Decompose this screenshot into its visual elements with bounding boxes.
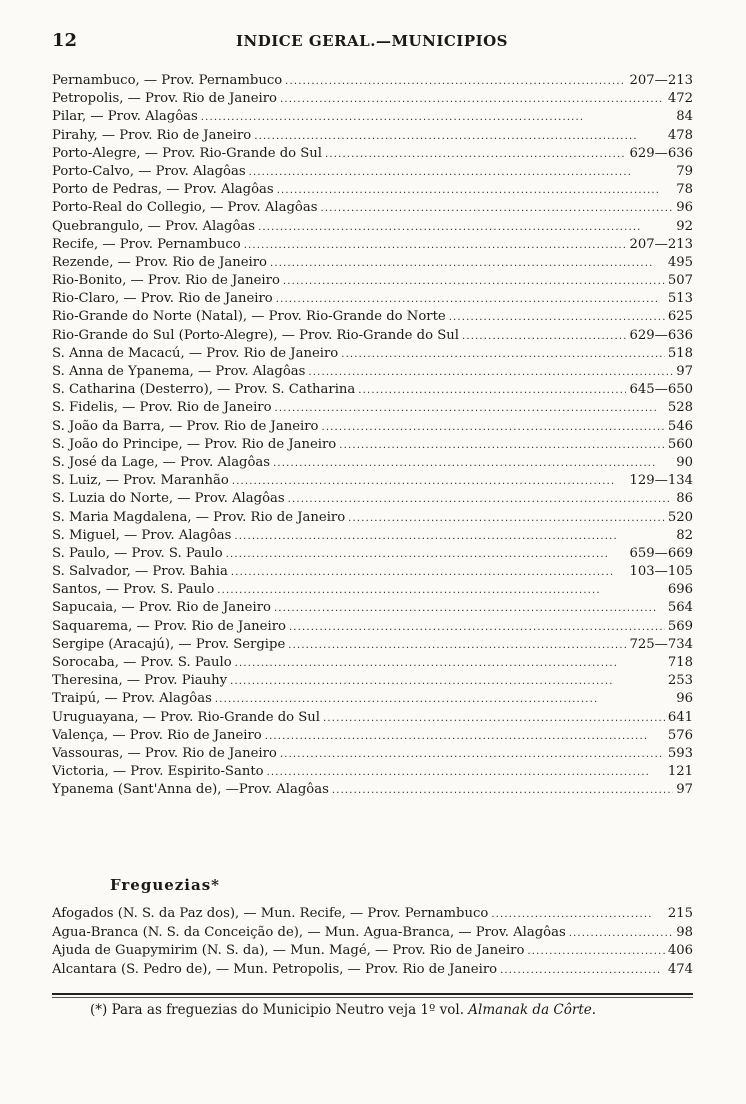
index-entry (52, 727, 693, 745)
entry-name: Pilar, — Prov. Alagôas (52, 109, 198, 125)
running-title: INDICE GERAL.—MUNICIPIOS (235, 32, 509, 50)
entry-page: 725—734 (629, 636, 693, 652)
index-entry (52, 961, 693, 980)
entry-page: 478 (667, 127, 693, 143)
entry-page: 84 (676, 109, 693, 125)
leader-dots (275, 399, 665, 417)
index-entry (52, 924, 693, 943)
entry-page: 629—636 (629, 145, 693, 161)
entry-name: Rio-Bonito, — Prov. Rio de Janeiro (52, 273, 280, 289)
entry-name: Recife, — Prov. Pernambuco (52, 236, 241, 252)
index-entry (52, 599, 693, 617)
freguezias-list (52, 905, 693, 979)
leader-dots (321, 199, 674, 217)
entry-name: S. Paulo, — Prov. S. Paulo (52, 545, 223, 561)
leader-dots (285, 72, 626, 90)
entry-name: Porto-Real do Collegio, — Prov. Alagôas (52, 200, 318, 216)
index-entry (52, 745, 693, 763)
entry-name: Porto-Calvo, — Prov. Alagôas (52, 163, 246, 179)
index-entry (52, 363, 693, 381)
entry-name: Agua-Branca (N. S. da Conceição de), — Mun. Agua-Branca, — Prov. Alagôas (52, 924, 566, 940)
entry-page: 78 (676, 182, 693, 198)
index-entry (52, 472, 693, 490)
index-entry (52, 763, 693, 781)
entry-page: 82 (676, 527, 693, 543)
entry-name: Petropolis, — Prov. Rio de Janeiro (52, 91, 277, 107)
entry-page: 90 (676, 454, 693, 470)
entry-name: Rio-Grande do Norte (Natal), — Prov. Rio-Grande do Norte (52, 309, 446, 325)
leader-dots (280, 745, 665, 763)
entry-name: Theresina, — Prov. Piauhy (52, 673, 228, 689)
freguezias-heading: Freguezias* (110, 876, 220, 894)
entry-name: S. Catharina (Desterro), — Prov. S. Catharina (52, 382, 356, 398)
footnote (90, 1002, 596, 1018)
entry-name: Sorocaba, — Prov. S. Paulo (52, 655, 232, 670)
leader-dots (308, 363, 673, 381)
index-entry (52, 905, 693, 924)
page-number: 12 (52, 30, 78, 51)
entry-page: 546 (667, 418, 693, 434)
index-entry (52, 181, 693, 199)
leader-dots (491, 905, 665, 924)
entry-name: S. Luiz, — Prov. Maranhão (52, 473, 229, 489)
index-entry (52, 527, 693, 545)
entry-name: S. Fidelis, — Prov. Rio de Janeiro (52, 400, 272, 416)
index-entry (52, 545, 693, 563)
entry-page: 718 (667, 655, 693, 670)
entry-page: 569 (667, 618, 693, 634)
index-entry (52, 509, 693, 527)
index-entry (52, 618, 693, 636)
entry-name: Quebrangulo, — Prov. Alagôas (52, 218, 256, 234)
entry-page: 495 (667, 254, 693, 270)
entry-name: S. Salvador, — Prov. Bahia (52, 564, 228, 580)
entry-page: 86 (676, 491, 693, 507)
entry-page: 696 (667, 582, 693, 598)
entry-name: Porto-Alegre, — Prov. Rio-Grande do Sul (52, 145, 323, 161)
entry-name: Sergipe (Aracajú), — Prov. Sergipe (52, 636, 286, 652)
footnote-rule-thin (52, 997, 693, 998)
entry-name: Victoria, — Prov. Espirito-Santo (52, 764, 264, 780)
index-entry (52, 709, 693, 727)
index-entry (52, 236, 693, 254)
index-entry (52, 654, 693, 672)
entry-name: Rio-Claro, — Prov. Rio de Janeiro (52, 291, 273, 307)
entry-page: 96 (676, 200, 693, 216)
leader-dots (201, 108, 673, 126)
index-entry (52, 199, 693, 217)
leader-dots (323, 709, 665, 727)
entry-page: 520 (667, 509, 693, 525)
entry-name: Uruguayana, — Prov. Rio-Grande do Sul (52, 709, 321, 725)
leader-dots (273, 454, 673, 472)
entry-page: 79 (676, 163, 693, 179)
entry-name: Rezende, — Prov. Rio de Janeiro (52, 254, 267, 270)
index-entry (52, 308, 693, 326)
entry-name: Ajuda de Guapymirim (N. S. da), — Mun. Magé, — Prov. Rio de Janeiro (52, 943, 525, 958)
leader-dots (217, 581, 665, 599)
leader-dots (265, 727, 665, 745)
index-entry (52, 399, 693, 417)
footnote-text: (*) Para as freguezias do Municipio Neutro veja 1º vol. (90, 1002, 464, 1018)
entry-page: 472 (667, 91, 693, 107)
entry-name: S. João da Barra, — Prov. Rio de Janeiro (52, 418, 319, 434)
entry-name: S. José da Lage, — Prov. Alagôas (52, 454, 271, 470)
index-entry (52, 436, 693, 454)
leader-dots (226, 545, 627, 563)
index-entry (52, 563, 693, 581)
leader-dots (288, 490, 674, 508)
entry-page: 215 (667, 906, 693, 921)
leader-dots (215, 690, 673, 708)
entry-name: S. João do Principe, — Prov. Rio de Janeiro (52, 436, 337, 452)
index-entry (52, 127, 693, 145)
entry-page: 518 (667, 345, 693, 361)
leader-dots (500, 961, 665, 980)
leader-dots (277, 181, 674, 199)
entry-page: 207—213 (629, 236, 693, 252)
leader-dots (254, 127, 665, 145)
index-entry (52, 690, 693, 708)
entry-page: 92 (676, 218, 693, 234)
entry-name: S. Anna de Macacú, — Prov. Rio de Janeiro (52, 345, 339, 361)
entry-name: Ypanema (Sant'Anna de), —Prov. Alagôas (52, 782, 329, 798)
entry-page: 474 (667, 961, 693, 977)
entry-name: Porto de Pedras, — Prov. Alagôas (52, 182, 274, 198)
index-entry (52, 636, 693, 654)
entry-page: 528 (667, 400, 693, 416)
entry-name: S. Anna de Ypanema, — Prov. Alagôas (52, 364, 306, 379)
leader-dots (274, 599, 665, 617)
leader-dots (276, 290, 665, 308)
entry-page: 97 (676, 782, 693, 798)
leader-dots (348, 509, 665, 527)
entry-page: 207—213 (629, 73, 693, 88)
leader-dots (283, 272, 665, 290)
index-entry (52, 381, 693, 399)
entry-page: 507 (667, 273, 693, 289)
entry-page: 253 (667, 673, 693, 689)
index-entry (52, 108, 693, 126)
entry-name: Pernambuco, — Prov. Pernambuco (52, 73, 283, 88)
leader-dots (339, 436, 665, 454)
entry-page: 625 (667, 309, 693, 325)
entry-name: Afogados (N. S. da Paz dos), — Mun. Recife, — Prov. Pernambuco (52, 906, 489, 921)
leader-dots (325, 145, 626, 163)
entry-page: 98 (676, 924, 693, 940)
index-entry (52, 254, 693, 272)
leader-dots (332, 781, 673, 799)
entry-page: 641 (667, 709, 693, 725)
index-entry (52, 418, 693, 436)
page-header (52, 30, 692, 54)
entry-name: Rio-Grande do Sul (Porto-Alegre), — Prov. Rio-Grande do Sul (52, 327, 459, 343)
leader-dots (462, 327, 626, 345)
leader-dots (232, 472, 627, 490)
leader-dots (341, 345, 665, 363)
index-entry (52, 290, 693, 308)
index-entry (52, 90, 693, 108)
index-entry (52, 942, 693, 961)
entry-name: Valença, — Prov. Rio de Janeiro (52, 727, 262, 743)
index-entry (52, 145, 693, 163)
entry-name: Traipú, — Prov. Alagôas (52, 691, 212, 707)
leader-dots (270, 254, 665, 272)
entry-name: S. Miguel, — Prov. Alagôas (52, 527, 232, 543)
entry-page: 564 (667, 600, 693, 616)
leader-dots (244, 236, 627, 254)
entry-page: 576 (667, 727, 693, 743)
leader-dots (288, 636, 626, 654)
index-entry (52, 454, 693, 472)
entry-name: Vassouras, — Prov. Rio de Janeiro (52, 745, 277, 761)
index-entry (52, 672, 693, 690)
leader-dots (231, 563, 627, 581)
entry-page: 645—650 (629, 382, 693, 398)
leader-dots (230, 672, 665, 690)
entry-page: 121 (667, 764, 693, 780)
leader-dots (280, 90, 665, 108)
entry-name: Santos, — Prov. S. Paulo (52, 582, 215, 598)
entry-page: 96 (676, 691, 693, 707)
entry-page: 97 (676, 364, 693, 379)
index-entry (52, 781, 693, 799)
index-entry (52, 345, 693, 363)
leader-dots (321, 418, 664, 436)
index-entry (52, 218, 693, 236)
entry-page: 560 (667, 436, 693, 452)
leader-dots (267, 763, 665, 781)
leader-dots (569, 924, 674, 943)
index-entry (52, 163, 693, 181)
entry-page: 593 (667, 745, 693, 761)
leader-dots (358, 381, 626, 399)
footnote-italic: Almanak da Côrte. (468, 1002, 597, 1018)
entry-name: Sapucaia, — Prov. Rio de Janeiro (52, 600, 271, 616)
footnote-rule (52, 993, 693, 995)
entry-page: 659—669 (629, 545, 693, 561)
leader-dots (449, 308, 665, 326)
entry-page: 513 (667, 291, 693, 307)
leader-dots (527, 942, 664, 961)
entry-name: Pirahy, — Prov. Rio de Janeiro (52, 127, 252, 143)
municipios-list (52, 72, 693, 800)
entry-name: Alcantara (S. Pedro de), — Mun. Petropolis, — Prov. Rio de Janeiro (52, 961, 498, 977)
entry-page: 406 (667, 943, 693, 958)
leader-dots (249, 163, 674, 181)
entry-name: S. Maria Magdalena, — Prov. Rio de Janeiro (52, 509, 346, 525)
index-entry (52, 327, 693, 345)
leader-dots (258, 218, 673, 236)
entry-page: 103—105 (629, 564, 693, 580)
entry-name: Saquarema, — Prov. Rio de Janeiro (52, 618, 286, 634)
leader-dots (289, 618, 665, 636)
entry-name: S. Luzia do Norte, — Prov. Alagôas (52, 491, 285, 507)
index-entry (52, 272, 693, 290)
index-entry (52, 72, 693, 90)
entry-page: 629—636 (629, 327, 693, 343)
leader-dots (235, 654, 665, 672)
index-entry (52, 490, 693, 508)
index-entry (52, 581, 693, 599)
entry-page: 129—134 (629, 473, 693, 489)
leader-dots (234, 527, 673, 545)
